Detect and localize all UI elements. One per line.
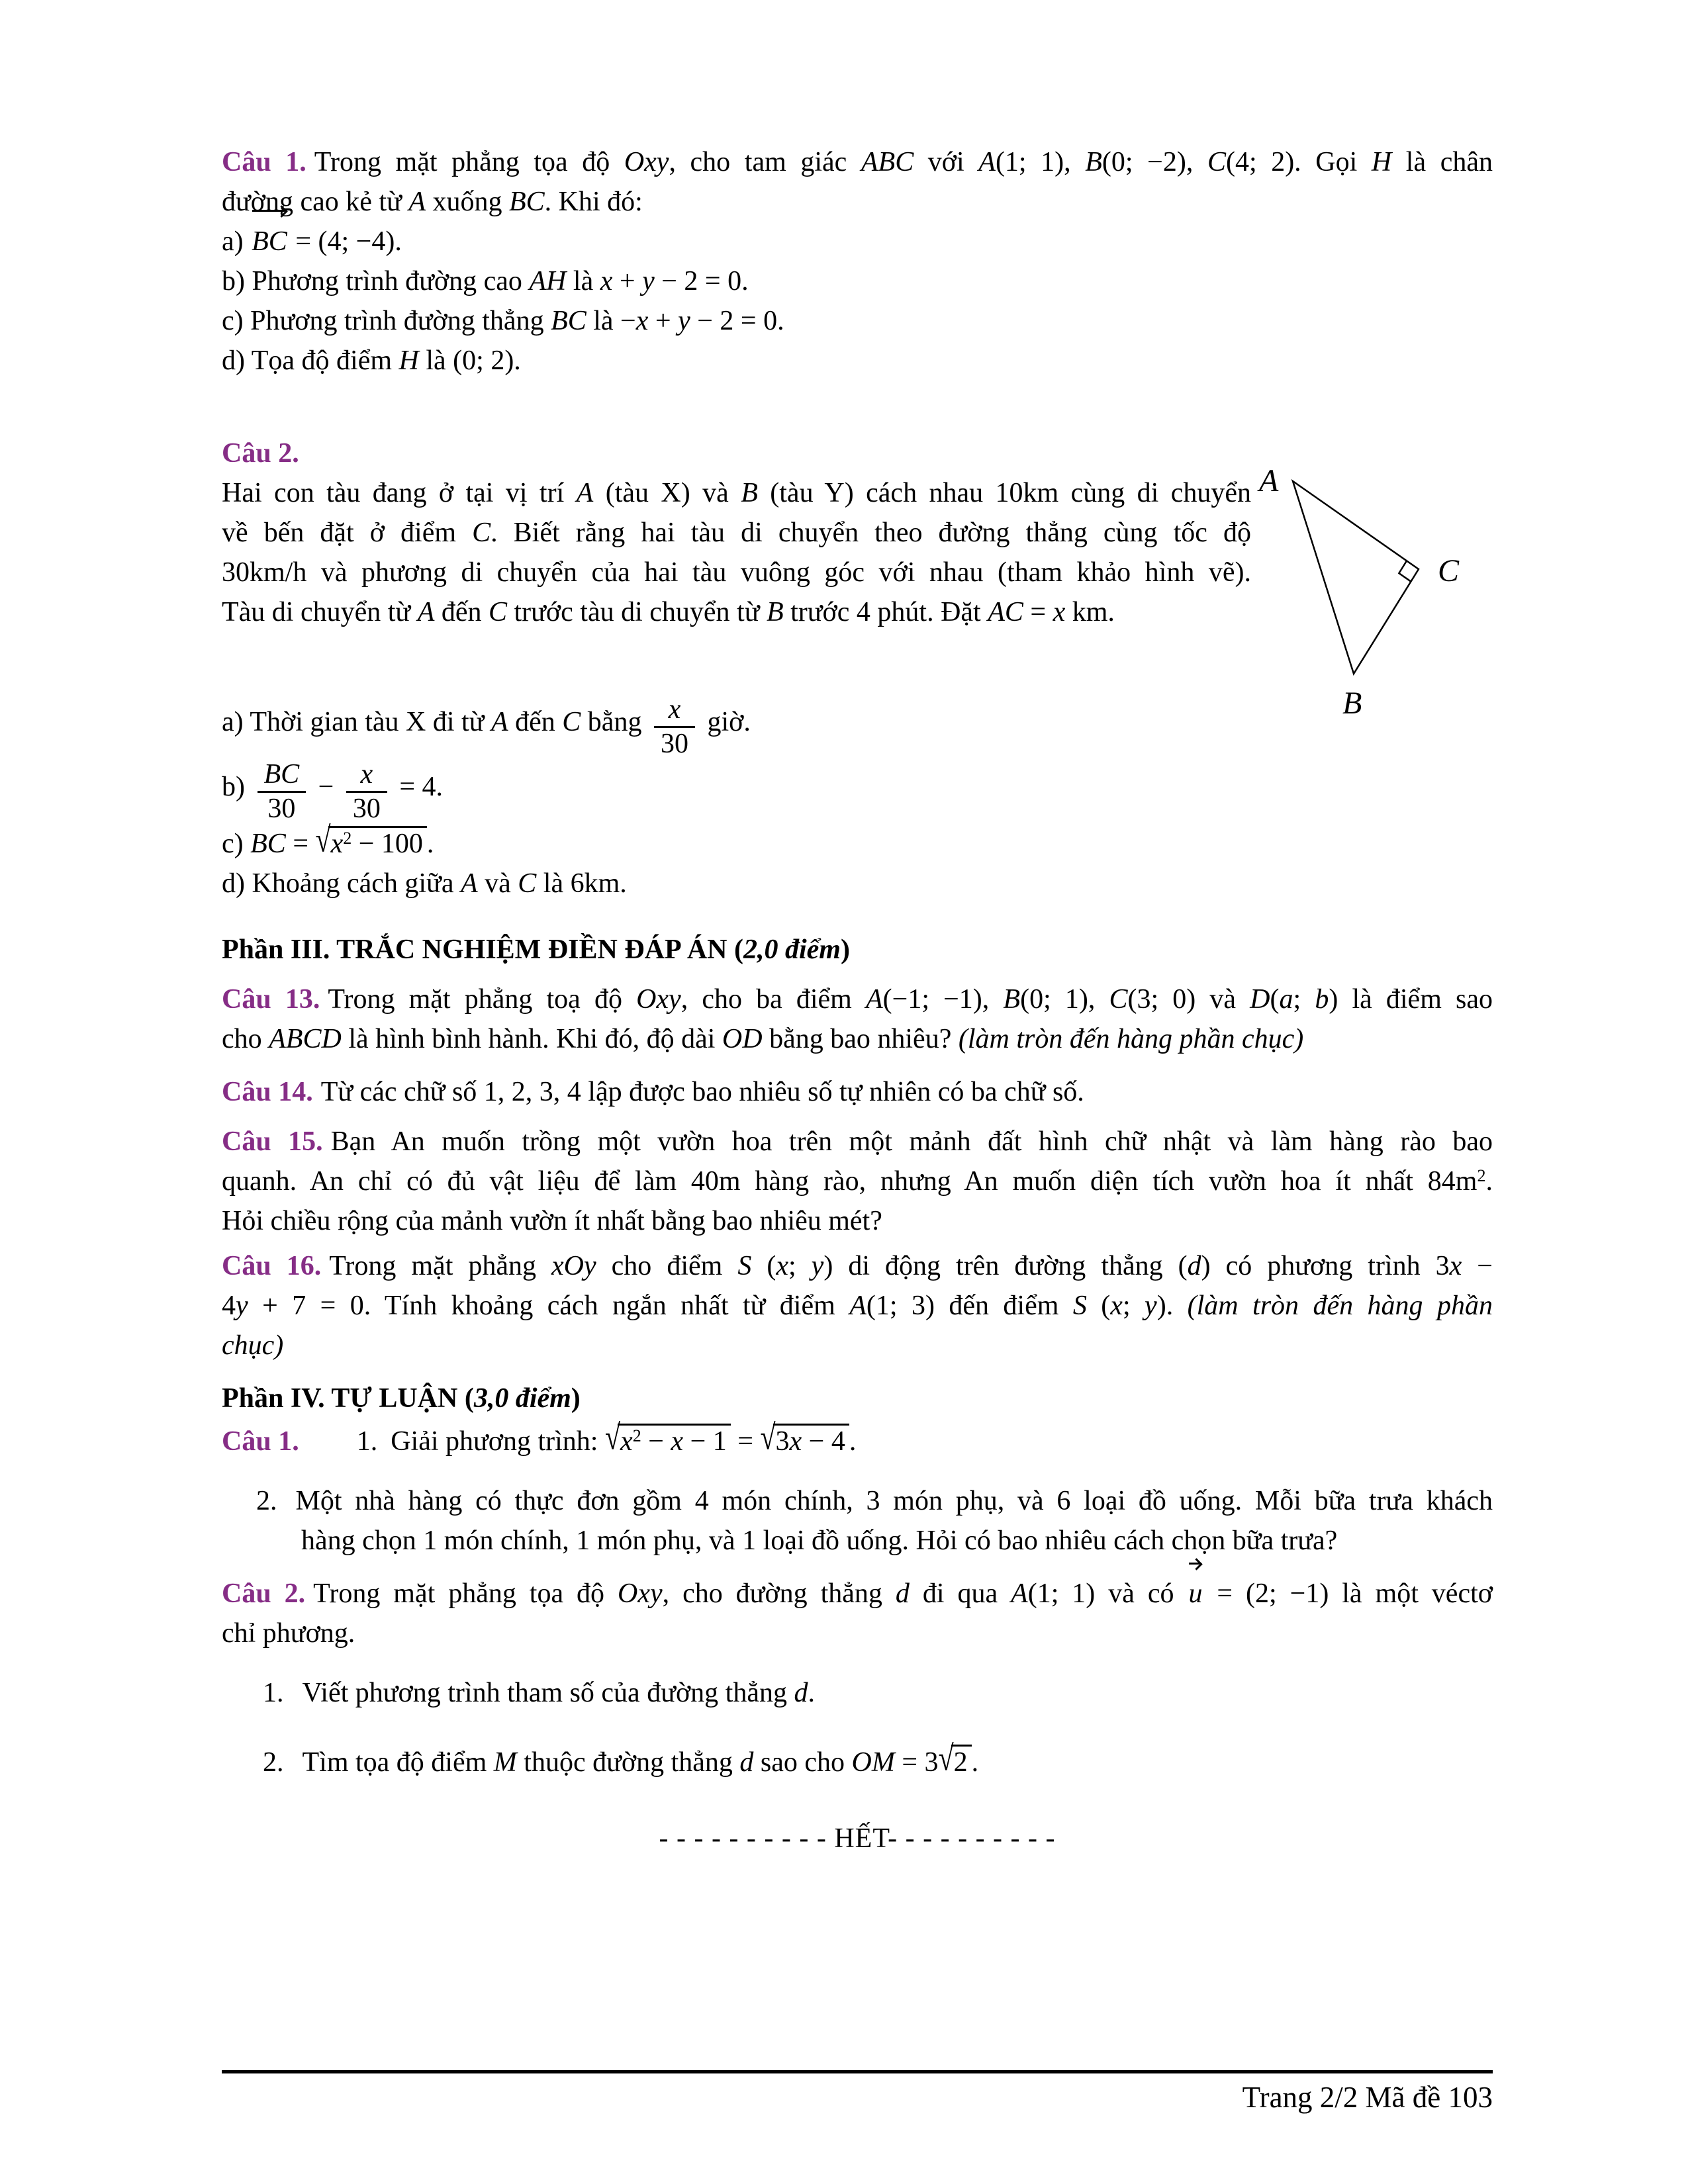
vertex-label-c: C xyxy=(1438,553,1460,588)
fraction: $\frac{x}{30}$ xyxy=(346,760,387,825)
question-cau13 xyxy=(222,979,1493,1059)
text-line: Câu 2. Trong mặt phẳng tọa độ Oxy, cho đường thẳng d đi qua A(1; 1) và có u = (2; −1) là một véctơ xyxy=(222,1574,1493,1614)
vertex-label-a: A xyxy=(1259,463,1279,498)
option-c: c) Phương trình đường thẳng BC là −x + y − 2 = 0. xyxy=(222,306,784,336)
text-line: Câu 15. Bạn An muốn trồng một vườn hoa trên một mảnh đất hình chữ nhật và làm hàng rào bao xyxy=(222,1126,1493,1158)
right-angle-mark xyxy=(1399,561,1411,581)
question-cau15 xyxy=(222,1122,1493,1241)
option-d: d) Tọa độ điểm H là (0; 2). xyxy=(222,345,521,376)
question-cau16 xyxy=(222,1246,1493,1365)
page-content xyxy=(222,142,1493,1858)
option-d: d) Khoảng cách giữa A và C là 6km. xyxy=(222,868,627,899)
option-a: a) BC = (4; −4). xyxy=(222,222,1493,261)
essay-cau2-intro xyxy=(222,1574,1493,1653)
vector-notation: u xyxy=(1187,1574,1203,1614)
vector-notation: BC xyxy=(250,222,289,261)
square-root: √3x − 4 xyxy=(760,1426,849,1457)
question-cau1-truefalse xyxy=(222,142,1493,381)
part4-title: Phần IV. TỰ LUẬN (3,0 điểm) xyxy=(222,1383,581,1414)
text-line: quanh. An chỉ có đủ vật liệu để làm 40m hàng rào, nhưng An muốn diện tích vườn hoa ít nhất $84m^2$. xyxy=(222,1166,1493,1197)
text-line: hàng chọn 1 món chính, 1 món phụ, và 1 loại đồ uống. Hỏi có bao nhiêu cách chọn bữa trưa? xyxy=(301,1525,1338,1557)
text-line: Câu 1. Trong mặt phẳng tọa độ Oxy, cho tam giác ABC với A(1; 1), B(0; −2), C(4; 2). Gọi H là chân xyxy=(222,147,1493,177)
fraction: $\frac{BC}{30}$ xyxy=(258,760,306,825)
fraction: $\frac{x}{30}$ xyxy=(654,695,695,760)
text-line: Hai con tàu đang ở tại vị trí A (tàu X) và B (tàu Y) cách nhau 10km cùng di chuyển xyxy=(222,478,1252,508)
essay-cau2-item1: 1. Viết phương trình tham số của đường thẳng d. xyxy=(263,1678,815,1709)
text-line: Câu 1. 1. Giải phương trình: $√x^2 - x - 1 = √3x - 4$ . xyxy=(222,1418,857,1458)
text-line: 4y + 7 = 0. Tính khoảng cách ngắn nhất từ điểm A(1; 3) đến điểm S (x; y). (làm tròn đến hàng phần xyxy=(222,1291,1493,1322)
option-a: a) Thời gian tàu X đi từ A đến C bằng $\frac{x}{30}$ giờ. xyxy=(222,694,751,760)
text-line: đường cao kẻ từ A xuống BC. Khi đó: xyxy=(222,187,643,217)
end-marker: - - - - - - - - - - HẾT- - - - - - - - - - xyxy=(659,1823,1056,1854)
text-line: 30km/h và phương di chuyển của hai tàu vuông góc với nhau (tham khảo hình vẽ). xyxy=(222,557,1251,588)
triangle-outline xyxy=(1293,481,1419,674)
vertex-label-b: B xyxy=(1342,686,1362,721)
square-root: $√x^2 - 100$ xyxy=(316,829,427,859)
text-line: chỉ phương. xyxy=(222,1618,355,1649)
text-line: Câu 16. Trong mặt phẳng xOy cho điểm S (x; y) di động trên đường thẳng (d) có phương trình 3x − xyxy=(222,1251,1493,1282)
text-line: Câu 13. Trong mặt phẳng toạ độ Oxy, cho ba điểm A(−1; −1), B(0; 1), C(3; 0) và D(a; b) là điểm sao xyxy=(222,984,1493,1015)
option-b: b) Phương trình đường cao AH là x + y − 2 = 0. xyxy=(222,266,749,296)
vector-arrow-icon xyxy=(1189,1563,1199,1565)
vector-arrow-icon xyxy=(252,210,285,212)
text-line: chục) xyxy=(222,1330,284,1361)
question-essay-cau2 xyxy=(222,1574,1493,1782)
footer-rule xyxy=(222,2070,1493,2073)
question-essay-cau1 xyxy=(222,1418,1493,1561)
question-label: Câu 2. xyxy=(222,438,299,469)
page-footer-label: Trang 2/2 Mã đề 103 xyxy=(1242,2081,1493,2114)
square-root: √2 xyxy=(939,1747,972,1778)
text-line: Câu 14. Từ các chữ số 1, 2, 3, 4 lập được bao nhiêu số tự nhiên có ba chữ số. xyxy=(222,1077,1084,1108)
essay-cau2-item2: 2. Tìm tọa độ điểm M thuộc đường thẳng d sao cho OM = 3√2 . xyxy=(263,1739,979,1779)
text-line: Tàu di chuyển từ A đến C trước tàu di chuyển từ B trước 4 phút. Đặt AC = x km. xyxy=(222,597,1115,627)
option-c: c) BC = $√x^2 - 100$ . xyxy=(222,821,434,860)
text-line: cho ABCD là hình bình hành. Khi đó, độ dài OD bằng bao nhiêu? (làm tròn đến hàng phần chục) xyxy=(222,1024,1304,1055)
text-line: 2. Một nhà hàng có thực đơn gồm 4 món chính, 3 món phụ, và 6 loại đồ uống. Mỗi bữa trưa khách xyxy=(256,1486,1493,1517)
text-line: Hỏi chiều rộng của mảnh vườn ít nhất bằng bao nhiêu mét? xyxy=(222,1206,882,1237)
part3-title: Phần III. TRẮC NGHIỆM ĐIỀN ĐÁP ÁN (2,0 điểm) xyxy=(222,934,850,966)
essay-cau1-item2 xyxy=(222,1481,1493,1561)
triangle-svg xyxy=(1244,450,1529,748)
square-root: $√x^2 - x - 1$ xyxy=(605,1426,731,1457)
text-line: về bến đặt ở điểm C. Biết rằng hai tàu di chuyển theo đường thẳng cùng tốc độ xyxy=(222,518,1251,548)
option-b: b) $\frac{BC}{30}$ − $\frac{x}{30}$ = 4. xyxy=(222,758,444,825)
triangle-figure xyxy=(1244,450,1529,748)
question-cau14 xyxy=(222,1072,1493,1112)
